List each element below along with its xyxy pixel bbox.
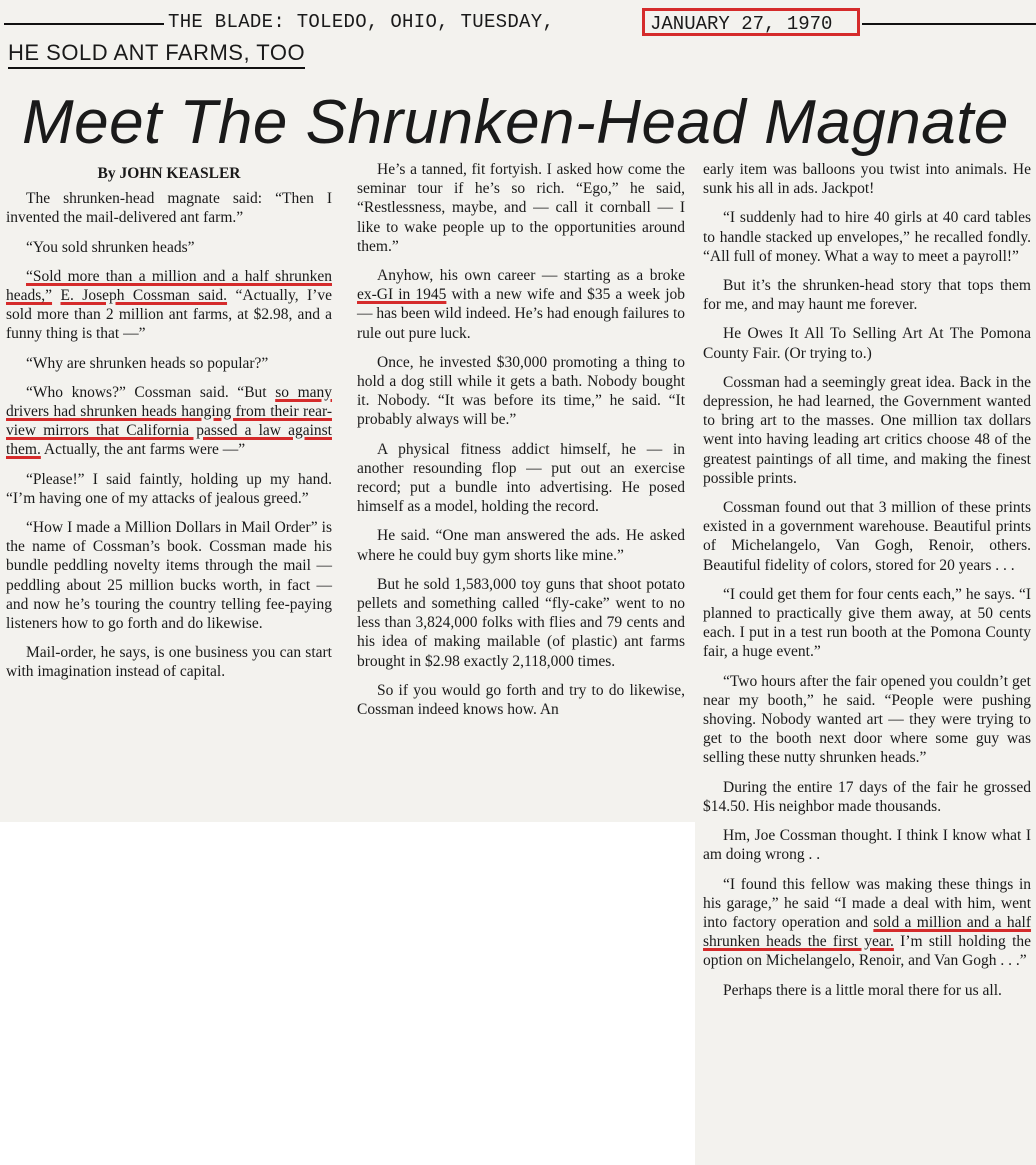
highlighted-text: so many drivers had shrunken heads hanging from their rear-view mirrors that California passed a law against them. [6, 383, 333, 459]
paragraph: “I suddenly had to hire 40 girls at 40 card tables to handle stacked up envelopes,” he recalled fondly. “All full of money. What a way to meet a payroll!” [703, 209, 1031, 265]
paragraph: Mail-order, he says, is one business you can start with imagination instead of capital. [6, 644, 332, 681]
paragraph: “Sold more than a million and a half shrunken heads,” E. Joseph Cossman said. “Actually, I’ve sold more than 2 million ant farms, at $2.98, and a funny thing is that —” [6, 267, 333, 343]
masthead-rule-right [862, 23, 1036, 25]
byline: By JOHN KEASLER [97, 165, 241, 182]
paragraph: Perhaps there is a little moral there for us all. [723, 981, 1002, 999]
paragraph: “How I made a Million Dollars in Mail Order” is the name of Cossman’s book. Cossman made his bundle peddling novelty items through the mail — peddling about 25 million bucks worth, in fact — and now he’s touring the country telling fee-paying listeners how to go forth and do likewise. [6, 519, 332, 633]
highlighted-text: “Sold more than a million and a half shrunken heads,” [6, 267, 332, 305]
masthead [0, 8, 1036, 34]
paragraph: “Please!” I said faintly, holding up my hand. “I’m having one of my attacks of jealous greed.” [6, 470, 332, 507]
paragraph: “Who knows?” Cossman said. “But so many drivers had shrunken heads hanging from their rear-view mirrors that California passed a law against them. Actually, the ant farms were —” [6, 383, 333, 459]
paragraph: Cossman found out that 3 million of these prints existed in a government warehouse. Beautiful prints of Michelangelo, Van Gogh, Renoir, others. Beautiful fidelity of colors, stored for 20 years . . . [703, 499, 1031, 574]
main-headline: Meet The Shrunken-Head Magnate [22, 88, 1009, 157]
paragraph: The shrunken-head magnate said: “Then I invented the mail-delivered ant farm.” [6, 190, 332, 227]
kicker-headline: HE SOLD ANT FARMS, TOO [8, 40, 305, 69]
article-column-3 [703, 160, 1031, 1010]
paragraph: “I found this fellow was making these things in his garage,” he said “I made a deal with him, went into factory operation and sold a million and a half shrunken heads the first year. I’m still holding the option on Michelangelo, Renoir, and Van Gogh . . .” [703, 875, 1032, 970]
masthead-text: THE BLADE: TOLEDO, OHIO, TUESDAY, [168, 11, 555, 33]
paragraph: So if you would go forth and try to do likewise, Cossman indeed knows how. An [357, 681, 685, 719]
paragraph: But he sold 1,583,000 toy guns that shoot potato pellets and something called “fly-cake” went to no less than 3,824,000 folks with flies and 79 cents and his idea of making mailable (of plastic) ant farms brought in $2.98 exactly 2,118,000 times. [357, 575, 685, 670]
paragraph: Once, he invested $30,000 promoting a thing to hold a dog still while it gets a bath. Nobody bought it. Nobody. “It was before its time,” he said. “It probably always will be.” [357, 353, 685, 429]
highlighted-text: sold a million and a half shrunken heads the first year. [703, 913, 1032, 951]
paragraph: “Two hours after the fair opened you couldn’t get near my booth,” he said. “People were pushing shoving. Nobody wanted art — they were trying to get to the booth next door where some guy was selling these nutty shrunken heads.” [703, 672, 1031, 767]
highlighted-text: E. Joseph Cossman said. [60, 287, 228, 305]
paragraph: He said. “One man answered the ads. He asked where he could buy gym shorts like mine.” [357, 527, 685, 564]
highlighted-text: ex-GI in 1945 [357, 286, 447, 304]
paragraph: “Why are shrunken heads so popular?” [26, 354, 269, 372]
paragraph: He Owes It All To Selling Art At The Pomona County Fair. (Or trying to.) [703, 325, 1031, 362]
paragraph: During the entire 17 days of the fair he grossed $14.50. His neighbor made thousands. [703, 778, 1031, 815]
article-column-1 [6, 164, 332, 692]
paragraph: But it’s the shrunken-head story that tops them for me, and may haunt me forever. [703, 277, 1031, 314]
paragraph: “You sold shrunken heads” [26, 238, 195, 256]
masthead-rule-left [4, 23, 164, 25]
paragraph: “I could get them for four cents each,” he says. “I planned to practically give them away, at 50 cents each. I put in a test run booth at the Pomona County fair, a huge event.” [703, 585, 1031, 661]
paragraph: Anyhow, his own career — starting as a broke ex-GI in 1945 with a new wife and $35 a week job — has been wild indeed. He’s had enough failures to rule out pure luck. [357, 267, 686, 342]
paragraph: A physical fitness addict himself, he — in another resounding flop — put out an exercise record; put a bundle into advertising. He posed himself as a model, holding the record. [357, 440, 685, 516]
masthead-date: JANUARY 27, 1970 [650, 13, 833, 35]
paragraph: He’s a tanned, fit fortyish. I asked how come the seminar tour if he’s so rich. “Ego,” he said, “Restlessness, maybe, and — call it cornball — I like to wake people up to the opportunities around them.” [357, 161, 685, 255]
paragraph: Cossman had a seemingly great idea. Back in the depression, he had learned, the Government wanted to bring art to the masses. One million tax dollars went into having leading art critics choose 48 of the greatest paintings of all time, and making the finest possible prints. [703, 373, 1031, 487]
paragraph: Hm, Joe Cossman thought. I think I know what I am doing wrong . . [703, 827, 1031, 864]
date-highlight-box [642, 8, 860, 36]
article-column-2 [357, 160, 685, 729]
paragraph: early item was balloons you twist into animals. He sunk his all in ads. Jackpot! [703, 161, 1031, 198]
